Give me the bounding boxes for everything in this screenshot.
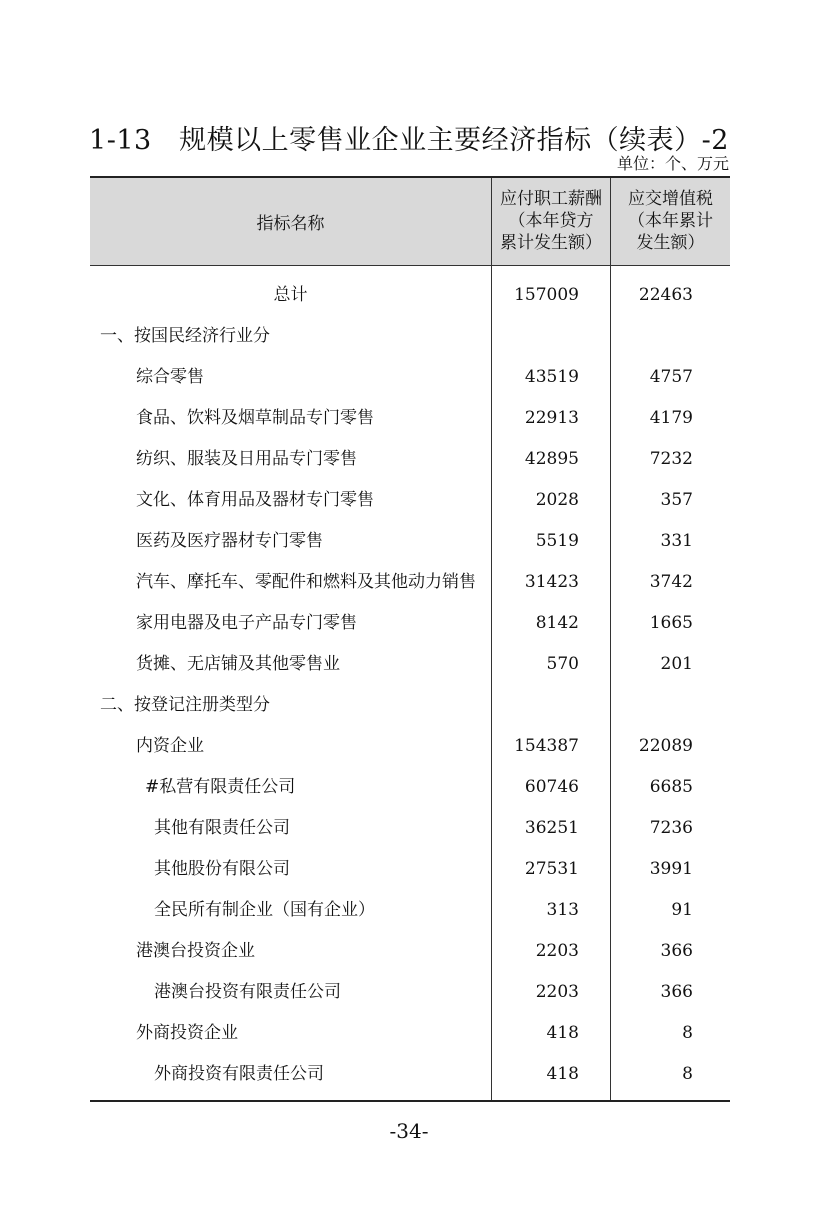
- payroll-value: 36251: [524, 818, 579, 838]
- row-label: 外商投资企业: [136, 1023, 238, 1043]
- vat-value: 4757: [649, 367, 693, 387]
- vat-value: 6685: [649, 777, 693, 797]
- table-row: [90, 439, 730, 480]
- table-row: [90, 521, 730, 562]
- row-label: 家用电器及电子产品专门零售: [136, 613, 357, 633]
- row-label: 医药及医疗器材专门零售: [136, 531, 323, 551]
- row-label: 港澳台投资企业: [136, 941, 255, 961]
- row-label: 其他有限责任公司: [154, 818, 290, 838]
- payroll-value: 2203: [535, 941, 579, 961]
- vat-value: 357: [660, 490, 693, 510]
- table-row: [90, 890, 730, 931]
- payroll-value: 2028: [535, 490, 579, 510]
- row-label: 食品、饮料及烟草制品专门零售: [136, 408, 374, 428]
- row-label: 外商投资有限责任公司: [154, 1064, 324, 1084]
- vat-value: 366: [660, 982, 693, 1002]
- table-row: [90, 398, 730, 439]
- payroll-value: 157009: [514, 285, 579, 305]
- row-label: 汽车、摩托车、零配件和燃料及其他动力销售: [136, 572, 476, 592]
- vat-value: 8: [682, 1064, 693, 1084]
- vat-value: 22089: [638, 736, 693, 756]
- payroll-value: 5519: [535, 531, 579, 551]
- payroll-value: 8142: [535, 613, 579, 633]
- row-label: 纺织、服装及日用品专门零售: [136, 449, 357, 469]
- header-payroll-line: 累计发生额）: [500, 233, 602, 253]
- table-row: [90, 275, 730, 316]
- payroll-value: 22913: [524, 408, 579, 428]
- vat-value: 3991: [649, 859, 693, 879]
- row-label: 总计: [273, 285, 308, 305]
- table-row: [90, 316, 730, 357]
- vat-value: 3742: [649, 572, 693, 592]
- vat-value: 22463: [638, 285, 693, 305]
- row-label: 港澳台投资有限责任公司: [154, 982, 341, 1002]
- header-payroll: [492, 188, 610, 254]
- vat-value: 1665: [649, 613, 693, 633]
- data-table: [90, 176, 730, 1102]
- payroll-value: 27531: [524, 859, 579, 879]
- table-row: [90, 1054, 730, 1095]
- row-label: 二、按登记注册类型分: [100, 695, 270, 715]
- vat-value: 91: [671, 900, 693, 920]
- header-vat-line: （本年累计: [628, 211, 713, 231]
- payroll-value: 418: [546, 1023, 579, 1043]
- row-label: 一、按国民经济行业分: [100, 326, 270, 346]
- vat-value: 201: [660, 654, 693, 674]
- row-label: 其他股份有限公司: [154, 859, 290, 879]
- row-label: 货摊、无店铺及其他零售业: [136, 654, 340, 674]
- payroll-value: 43519: [524, 367, 579, 387]
- table-title: 1-13 规模以上零售业企业主要经济指标（续表）-2: [89, 125, 729, 156]
- table-row: [90, 849, 730, 890]
- table-header: [90, 178, 730, 266]
- row-label: 全民所有制企业（国有企业）: [154, 900, 375, 920]
- payroll-value: 418: [546, 1064, 579, 1084]
- vat-value: 7232: [649, 449, 693, 469]
- table-row: [90, 972, 730, 1013]
- table-row: [90, 726, 730, 767]
- vat-value: 366: [660, 941, 693, 961]
- payroll-value: 42895: [524, 449, 579, 469]
- payroll-value: 60746: [524, 777, 579, 797]
- table-row: [90, 562, 730, 603]
- payroll-value: 570: [546, 654, 579, 674]
- unit-label: 单位：个、万元: [616, 154, 729, 173]
- header-payroll-line: （本年贷方: [508, 211, 594, 231]
- row-label: #私营有限责任公司: [145, 777, 296, 797]
- table-row: [90, 644, 730, 685]
- row-label: 内资企业: [136, 736, 204, 756]
- vat-value: 7236: [649, 818, 693, 838]
- header-indicator-name: 指标名称: [256, 214, 325, 234]
- payroll-value: 313: [546, 900, 579, 920]
- vat-value: 8: [682, 1023, 693, 1043]
- table-row: [90, 685, 730, 726]
- table-row: [90, 931, 730, 972]
- table-row: [90, 480, 730, 521]
- payroll-value: 31423: [524, 572, 579, 592]
- payroll-value: 2203: [535, 982, 579, 1002]
- table-row: [90, 357, 730, 398]
- header-vat-line: 应交增值税: [628, 189, 713, 209]
- payroll-value: 154387: [514, 736, 579, 756]
- row-label: 综合零售: [136, 367, 204, 387]
- table-row: [90, 767, 730, 808]
- row-label: 文化、体育用品及器材专门零售: [136, 490, 374, 510]
- header-vat: [611, 188, 730, 254]
- header-vat-line: 发生额）: [636, 233, 705, 253]
- vat-value: 331: [660, 531, 693, 551]
- vat-value: 4179: [649, 408, 693, 428]
- header-payroll-line: 应付职工薪酬: [500, 189, 602, 209]
- table-row: [90, 1013, 730, 1054]
- table-row: [90, 808, 730, 849]
- table-row: [90, 603, 730, 644]
- page-number: -34-: [389, 1119, 429, 1143]
